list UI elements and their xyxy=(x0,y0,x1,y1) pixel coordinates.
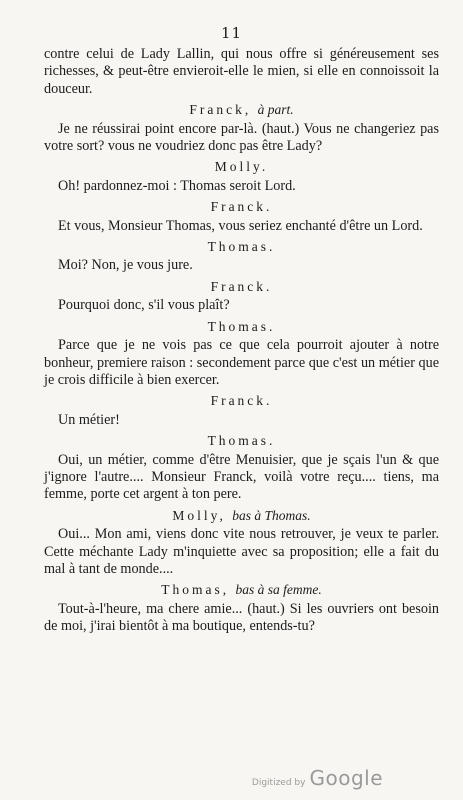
digitized-watermark xyxy=(252,766,383,790)
paragraph: Moi? Non, je vous jure. xyxy=(58,257,193,274)
page-text xyxy=(44,46,439,636)
paragraph: Je ne réussirai point encore par-là. (haut.) Vous ne changeriez pas votre sort? vous ne voudriez donc pas être Lady? xyxy=(44,120,439,155)
stage-direction: bas à sa femme. xyxy=(235,582,322,598)
speaker-heading: Franck, à part. xyxy=(189,102,294,118)
paragraph: Oh! pardonnez-moi : Thomas seroit Lord. xyxy=(58,177,296,194)
watermark-brand: Google xyxy=(309,766,383,790)
speaker-heading: Thomas, bas à sa femme. xyxy=(161,582,322,598)
paragraph: Oui, un métier, comme d'être Menuisier, que je sçais l'un & que j'ignore l'autre.... Monsieur Franck, voilà votre reçu.... tiens, ma femme, porte cet argent à ton pere. xyxy=(44,451,439,503)
speaker-heading: Franck. xyxy=(210,199,273,215)
speaker-heading: Molly, bas à Thomas. xyxy=(172,507,311,523)
stage-direction: à part. xyxy=(257,102,294,118)
paragraph: Pourquoi donc, s'il vous plaît? xyxy=(58,297,230,314)
speaker-heading: Thomas. xyxy=(207,318,276,334)
page-number: 11 xyxy=(220,24,243,42)
paragraph: contre celui de Lady Lallin, qui nous offre si généreusement ses richesses, & peut-être envieroit-elle le mien, si elle en connoissoit la douceur. xyxy=(44,46,439,97)
paragraph: Et vous, Monsieur Thomas, vous seriez enchanté d'être un Lord. xyxy=(58,217,423,234)
speaker-heading: Thomas. xyxy=(207,433,276,449)
paragraph: Un métier! xyxy=(58,411,120,428)
watermark-prefix: Digitized by xyxy=(251,778,306,788)
speaker-heading: Thomas. xyxy=(207,239,276,255)
speaker-heading: Molly. xyxy=(214,159,269,175)
stage-direction: bas à Thomas. xyxy=(232,507,311,523)
paragraph: Parce que je ne vois pas ce que cela pourroit ajouter à notre bonheur, premiere raison : secondement parce que c'est un métier que je crois difficile à bien exercer. xyxy=(44,337,439,388)
speaker-heading: Franck. xyxy=(210,393,273,409)
paragraph: Tout-à-l'heure, ma chere amie... (haut.) Si les ouvriers ont besoin de moi, j'irai bientôt à ma boutique, entends-tu? xyxy=(44,600,439,635)
speaker-heading: Franck. xyxy=(210,278,273,294)
paragraph: Oui... Mon ami, viens donc vite nous retrouver, je veux te parler. Cette méchante Lady m'inquiette avec sa proposition; elle a fait du mal à tant de monde.... xyxy=(44,526,439,577)
